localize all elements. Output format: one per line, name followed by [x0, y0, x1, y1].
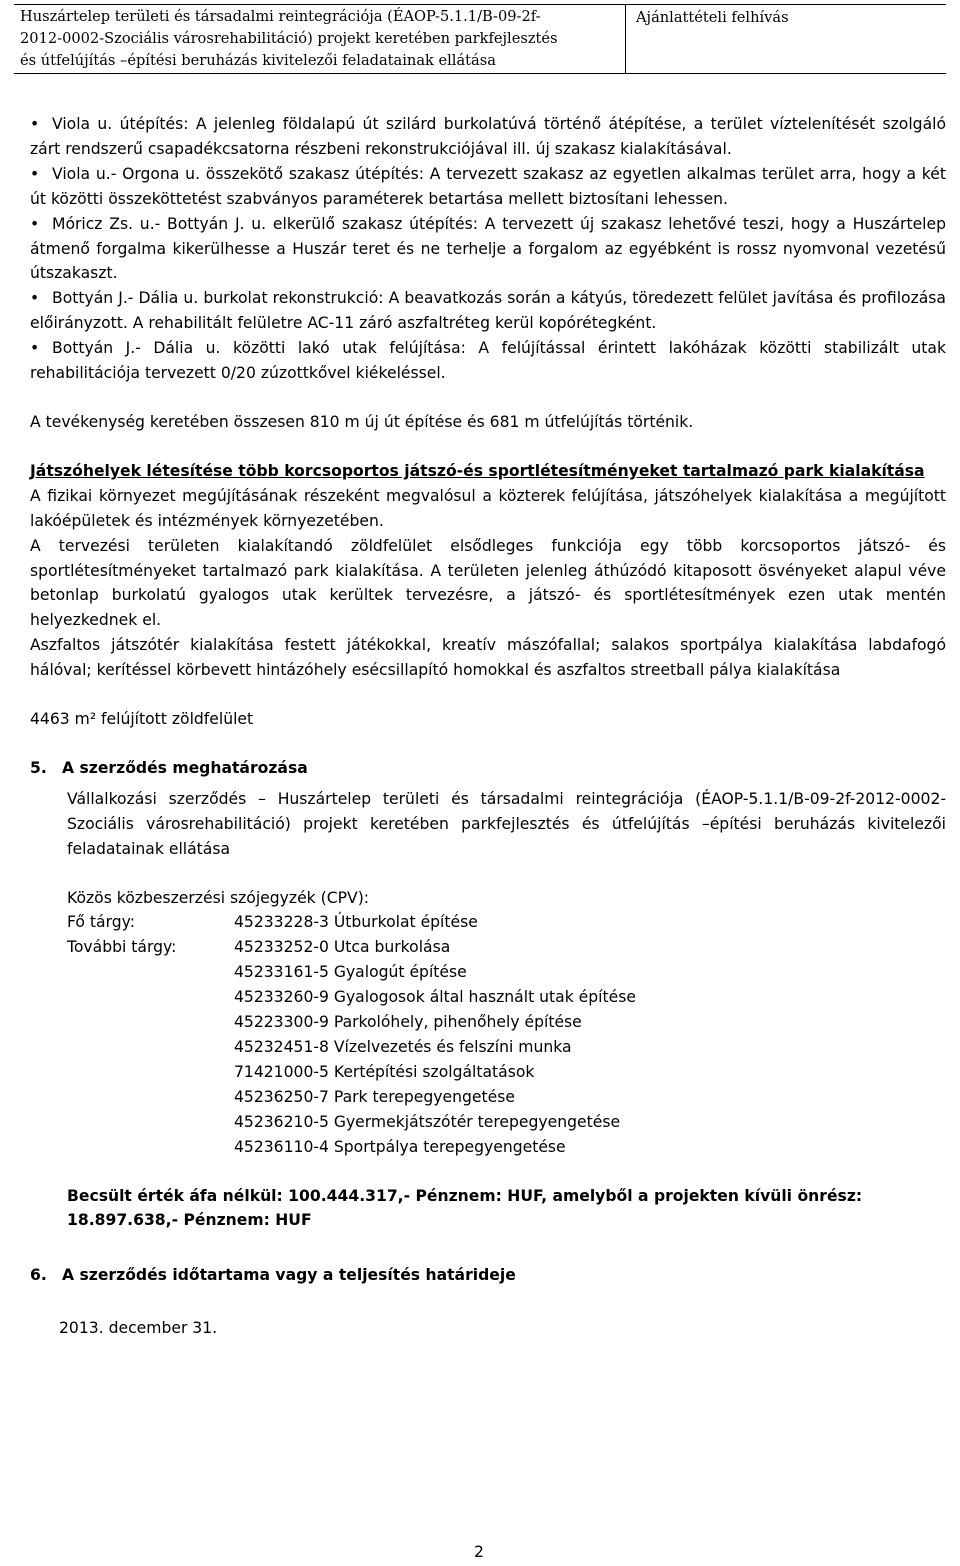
cpv-code: 45232451-8 Vízelvezetés és felszíni munka — [234, 1038, 572, 1056]
cpv-further-row — [67, 935, 946, 1159]
bullet-item: • Viola u. útépítés: A jelenleg földalapú út szilárd burkolatúvá történő átépítése, a terület víztelenítését szolgáló zárt rendszerű csapadékcsatorna részbeni rekonstrukciójával ill. új szakasz kialakításával. — [30, 112, 946, 162]
deadline-date: 2013. december 31. — [59, 1319, 218, 1338]
cpv-code: 45236250-7 Park terepegyengetése — [234, 1087, 515, 1106]
playground-heading: Játszóhelyek létesítése több korcsoportos játszó-és sportlétesítményeket tartalmazó park kialakítása — [30, 461, 925, 480]
cpv-code: 45223300-9 Parkolóhely, pihenőhely építése — [234, 1013, 582, 1032]
page-number: 2 — [474, 1543, 484, 1561]
cpv-block — [67, 886, 946, 1160]
bullet-item: • Bottyán J.- Dália u. közötti lakó utak felújítása: A felújítással érintett lakóházak közötti stabilizált utak rehabilitációja tervezett 0/20 zúzottkővel kiékeléssel. — [30, 336, 946, 386]
cpv-main-label: Fő tárgy: — [67, 913, 135, 932]
header-project-title — [14, 5, 626, 73]
cpv-title: Közös közbeszerzési szójegyzék (CPV): — [67, 888, 370, 907]
playground-paragraph-1: A fizikai környezet megújításának részeként megvalósul a közterek felújítása, játszóhelyek kialakítása a megújított lakóépületek és intézmények környezetében. — [30, 486, 946, 530]
section-6-title: A szerződés időtartama vagy a teljesítés határideje — [62, 1266, 516, 1285]
cpv-main-row — [67, 910, 946, 935]
cpv-code: 45236210-5 Gyermekjátszótér terepegyengetése — [234, 1112, 621, 1131]
contract-description: Vállalkozási szerződés – Huszártelep területi és társadalmi reintegrációja (ÉAOP-5.1.1/B-09-2f-2012-0002-Szociális városrehabilitáció) projekt keretében parkfejlesztés és útfelújítás –építési beruházás kivitelezői feladatainak ellátása — [67, 789, 946, 858]
page-header — [14, 4, 946, 74]
road-summary: A tevékenység keretében összesen 810 m új út építése és 681 m útfelújítás történik. — [30, 412, 694, 431]
section-5-heading — [30, 756, 946, 781]
cpv-code: 45233260-9 Gyalogosok által használt utak építése — [234, 988, 636, 1007]
section-6-heading — [30, 1263, 946, 1288]
bullet-item: • Móricz Zs. u.- Bottyán J. u. elkerülő szakasz útépítés: A tervezett új szakasz lehetővé teszi, hogy a Huszártelep átmenő forgalma kikerülhesse a Huszár teret és ne terhelje a forgalom az egyébként is rossz nyomvonal vezetésű útszakaszt. — [30, 212, 946, 287]
playground-paragraph-3: Aszfaltos játszótér kialakítása festett játékokkal, kreatív mászófallal; salakos sportpálya kialakítása labdafogó hálóval; kerítéssel körbevett hintázóhely esécsillapító homokkal és aszfaltos streetball pálya kialakítása — [30, 636, 946, 680]
cpv-code: 45233252-0 Utca burkolása — [234, 938, 451, 957]
cpv-further-label: További tárgy: — [67, 938, 177, 957]
header-line-2: 2012-0002-Szociális városrehabilitáció) projekt keretében parkfejlesztés — [20, 30, 558, 47]
document-body — [30, 112, 946, 1341]
cpv-code: 45233161-5 Gyalogút építése — [234, 963, 467, 982]
bullet-item: • Bottyán J.- Dália u. burkolat rekonstrukció: A beavatkozás során a kátyús, töredezett felület javítása és profilozása előirányzott. A rehabilitált felületre AC-11 záró aszfaltréteg kerül kopórétegként. — [30, 286, 946, 336]
header-line-1: Huszártelep területi és társadalmi reintegrációja (ÉAOP-5.1.1/B-09-2f- — [20, 8, 541, 25]
cpv-further-list — [234, 935, 636, 1159]
bullet-item: • Viola u.- Orgona u. összekötő szakasz útépítés: A tervezett szakasz az egyetlen alkalmas terület arra, hogy a két út közötti összeköttetést szabványos paraméterek betartása mellett biztosítani lehessen. — [30, 162, 946, 212]
section-5-number: 5. — [30, 758, 47, 777]
estimated-value: Becsült érték áfa nélkül: 100.444.317,- Pénznem: HUF, amelyből a projekten kívüli önrész: 18.897.638,- Pénznem: HUF — [67, 1186, 863, 1230]
cpv-main-code: 45233228-3 Útburkolat építése — [234, 913, 478, 932]
green-area-text: 4463 m² felújított zöldfelület — [30, 710, 254, 729]
header-document-type: Ajánlattételi felhívás — [636, 9, 789, 26]
header-line-3: és útfelújítás –építési beruházás kivitelezői feladatainak ellátása — [20, 52, 496, 69]
section-6-number: 6. — [30, 1266, 47, 1285]
cpv-code: 45236110-4 Sportpálya terepegyengetése — [234, 1137, 566, 1156]
playground-paragraph-2: A tervezési területen kialakítandó zöldfelület elsődleges funkciója egy több korcsoportos játszó- és sportlétesítményeket tartalmazó park kialakítása. A területen jelenleg áthúzódó kitaposott ösvényeket alapul véve betonlap burkolatú gyalogos utak kerültek tervezésre, a játszó- és sportlétesítmények ezen utak mentén helyezkednek el. — [30, 536, 946, 630]
cpv-code: 71421000-5 Kertépítési szolgáltatások — [234, 1062, 535, 1081]
section-5-title: A szerződés meghatározása — [62, 758, 308, 777]
